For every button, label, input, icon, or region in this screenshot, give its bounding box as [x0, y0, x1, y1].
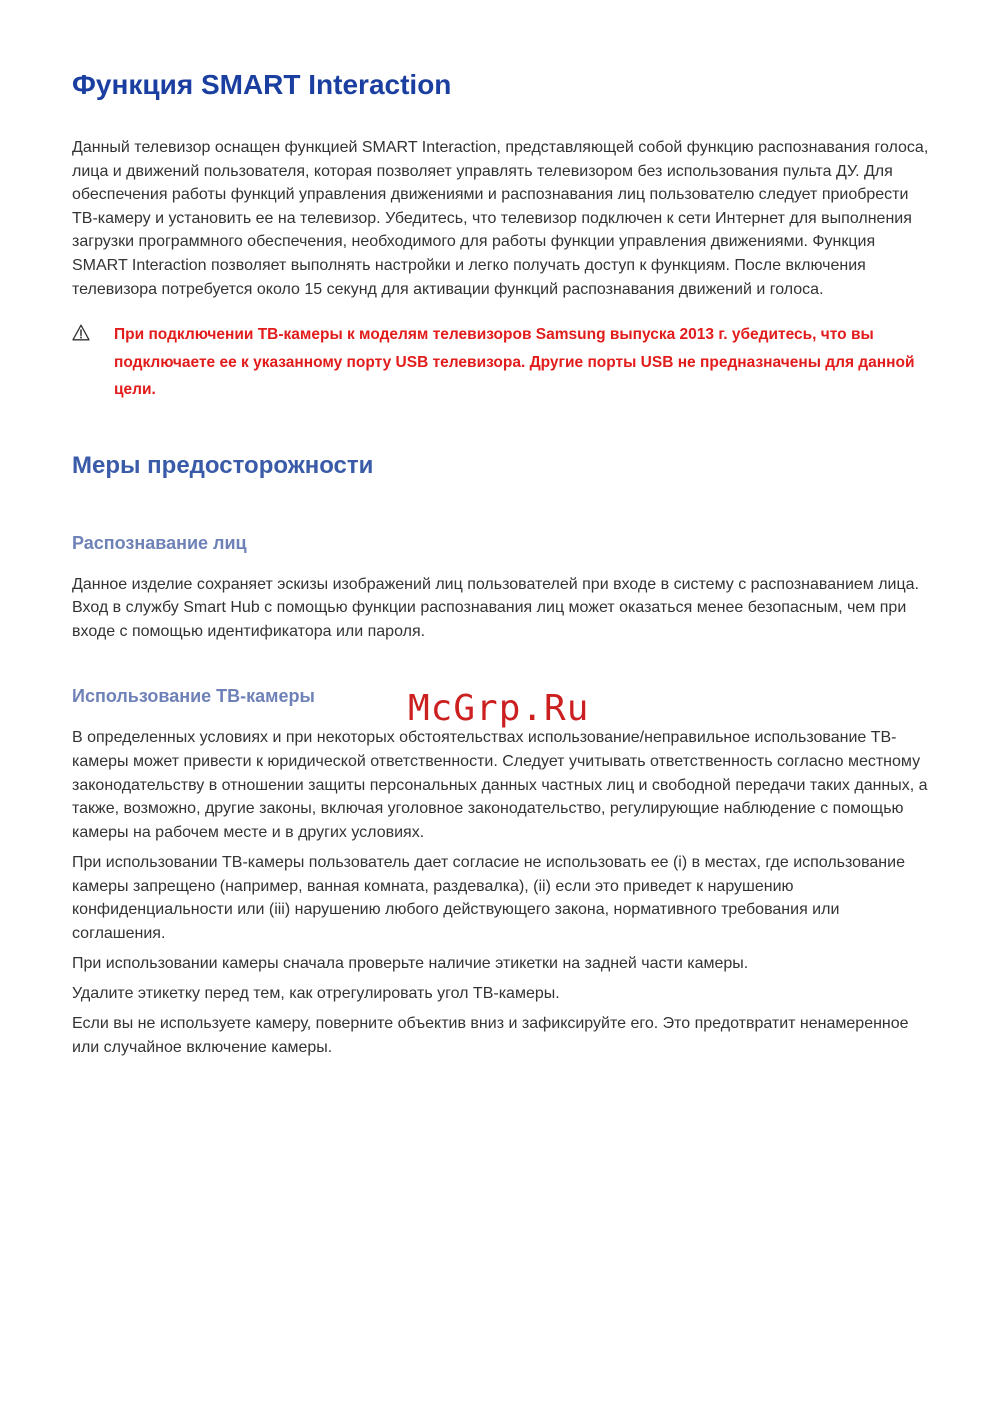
- warning-triangle-icon-graphic: [72, 324, 90, 341]
- warning-note: [72, 321, 932, 404]
- camera-paragraph-4: Удалите этикетку перед тем, как отрегулировать угол ТВ-камеры.: [72, 984, 560, 1002]
- watermark-text: McGrp.Ru: [408, 688, 590, 729]
- document-page: [72, 66, 932, 1059]
- subsection-title-face-recognition: Распознавание лиц: [72, 532, 247, 553]
- camera-paragraph-1: В определенных условиях и при некоторых обстоятельствах использование/неправильное использование ТВ-камеры может привести к юридической ответственности. Следует учитывать ответственность согласно местному законодательству в отношении защиты персональных данных частных лиц и свободной передачи таких данных, а также, возможно, другие законы, включая уголовное законодательство, регулирующие наблюдение с помощью камеры на рабочем месте и в других условиях.: [72, 729, 928, 841]
- camera-paragraph-5: Если вы не используете камеру, поверните объектив вниз и зафиксируйте его. Это предотвратит ненамеренное или случайное включение камеры.: [72, 1014, 909, 1056]
- subsection-title-camera-use: Использование ТВ-камеры: [72, 686, 315, 707]
- page-title: Функция SMART Interaction: [72, 69, 452, 100]
- face-recognition-paragraph: Данное изделие сохраняет эскизы изображений лиц пользователей при входе в систему с распознаванием лица. Вход в службу Smart Hub с помощью функции распознавания лиц может оказаться менее безопасным, чем при входе с помощью идентификатора или пароля.: [72, 575, 919, 640]
- section-title: Меры предосторожности: [72, 451, 374, 479]
- warning-text: При подключении ТВ-камеры к моделям телевизоров Samsung выпуска 2013 г. убедитесь, что вы подключаете ее к указанному порту USB телевизора. Другие порты USB не предназначены для данной цели.: [114, 326, 915, 399]
- warning-triangle-icon: [72, 321, 114, 346]
- camera-paragraph-2: При использовании ТВ-камеры пользователь дает согласие не использовать ее (i) в местах, где использование камеры запрещено (например, ванная комната, раздевалка), (ii) если это приведет к нарушению конфиденциальности или (iii) нарушению любого действующего закона, нормативного требования или соглашения.: [72, 853, 905, 942]
- camera-paragraph-3: При использовании камеры сначала проверьте наличие этикетки на задней части камеры.: [72, 954, 749, 972]
- intro-paragraph: Данный телевизор оснащен функцией SMART Interaction, представляющей собой функцию распознавания голоса, лица и движений пользователя, которая позволяет управлять телевизором без использования пульта ДУ. Для обеспечения работы функций управления движениями и распознавания лиц пользователю следует приобрести ТВ-камеру и установить ее на телевизор. Убедитесь, что телевизор подключен к сети Интернет для выполнения загрузки программного обеспечения, необходимого для работы функции управления движениями. Функция SMART Interaction позволяет выполнять настройки и легко получать доступ к функциям. После включения телевизора потребуется около 15 секунд для активации функций распознавания движений и голоса.: [72, 139, 929, 298]
